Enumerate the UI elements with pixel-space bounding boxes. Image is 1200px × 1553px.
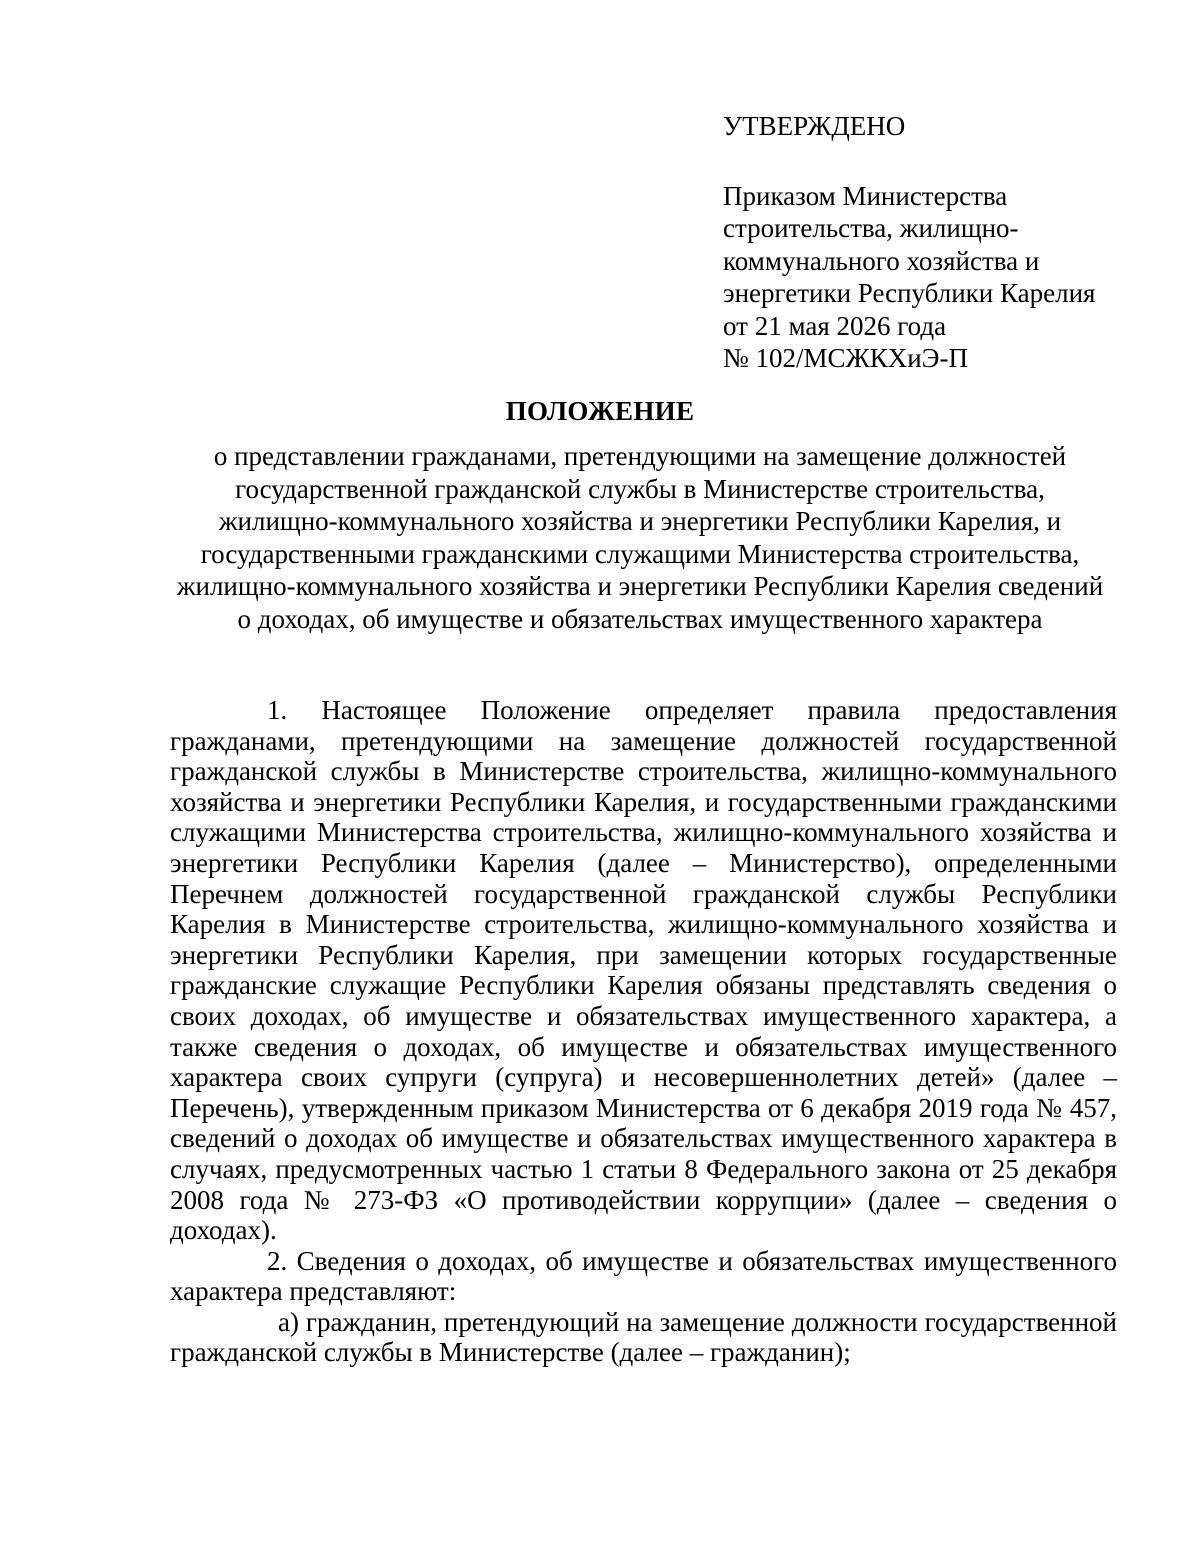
approval-order-line: коммунального хозяйства и bbox=[723, 245, 1040, 276]
document-body bbox=[170, 695, 1117, 1368]
approval-order-line: от 21 мая 2026 года bbox=[723, 310, 947, 341]
paragraph-2a: а) гражданин, претендующий на замещение должности государственной гражданской службы в Министерстве (далее – гражданин); bbox=[170, 1306, 1117, 1368]
document-subtitle bbox=[140, 440, 1140, 635]
approval-order-line: строительства, жилищно- bbox=[723, 213, 1019, 243]
approval-order-line: № 102/МСЖКХиЭ-П bbox=[723, 343, 968, 373]
subtitle-line: о представлении гражданами, претендующими на замещение должностей bbox=[213, 441, 1067, 471]
subtitle-line: жилищно-коммунального хозяйства и энергетики Республики Карелия сведений bbox=[176, 571, 1104, 601]
subtitle-line: о доходах, об имуществе и обязательствах имущественного характера bbox=[237, 603, 1043, 634]
approved-label: УТВЕРЖДЕНО bbox=[723, 111, 906, 141]
approval-order-line: энергетики Республики Карелия bbox=[723, 278, 1096, 308]
document-title: ПОЛОЖЕНИЕ bbox=[505, 396, 695, 426]
paragraph-2: 2. Сведения о доходах, об имуществе и обязательствах имущественного характера представляют: bbox=[170, 1245, 1117, 1307]
subtitle-line: государственными гражданскими служащими Министерства строительства, bbox=[200, 538, 1080, 569]
approval-order-line: Приказом Министерства bbox=[723, 180, 1008, 211]
subtitle-line: государственной гражданской службы в Министерстве строительства, bbox=[235, 473, 1045, 504]
approval-block bbox=[723, 110, 1153, 375]
subtitle-line: жилищно-коммунального хозяйства и энергетики Республики Карелия, и bbox=[218, 506, 1062, 536]
approval-order bbox=[723, 180, 1153, 375]
paragraph-1: 1. Настоящее Положение определяет правила предоставления гражданами, претендующими на замещение должностей государственной гражданской службы в Министерстве строительства, жилищно-коммунального хозяйства и энергетики Республики Карелия, и государственными гражданскими служащими Министерства строительства, жилищно-коммунального хозяйства и энергетики Республики Карелия (далее – Министерство), определенными Перечнем должностей государственной гражданской службы Республики Карелия в Министерстве строительства, жилищно-коммунального хозяйства и энергетики Республики Карелия, при замещении которых государственные гражданские служащие Республики Карелия обязаны представлять сведения о своих доходах, об имуществе и обязательствах имущественного характера, а также сведения о доходах, об имуществе и обязательствах имущественного характера своих супруги (супруга) и несовершеннолетних детей» (далее – Перечень), утвержденным приказом Министерства от 6 декабря 2019 года № 457, сведений о доходах об имуществе и обязательствах имущественного характера в случаях, предусмотренных частью 1 статьи 8 Федерального закона от 25 декабря 2008 года № 273-ФЗ «О противодействии коррупции» (далее – сведения о доходах). bbox=[170, 695, 1117, 1246]
